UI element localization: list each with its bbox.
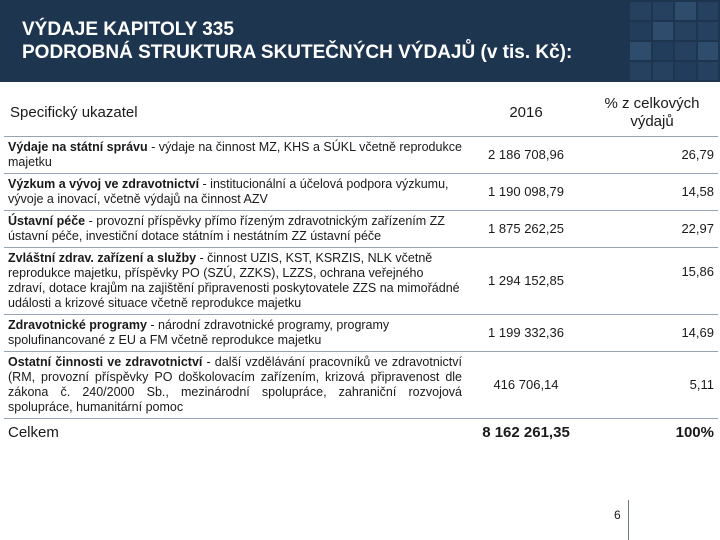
row-detail: - výdaje na činnost MZ, KHS a SÚKL včetně reprodukce majetku [8,139,462,169]
table-row [4,351,718,418]
row-detail: - další vzdělávání pracovníků ve zdravotnictví (RM, provozní příspěvky PO doškolovacím zařízením, krizová připravenost dle zákona č. 240/2000 Sb., mezinárodní spolupráce, zahraniční rozvojová spolupráce, humanitární pomoc [8,354,462,414]
footer-divider [628,500,629,540]
column-header-year: 2016 [509,104,543,122]
table-row [4,247,718,314]
row-description [4,247,466,314]
row-detail: - institucionální a účelová podpora výzkumu, vývoje a inovací, včetně výdajů na činnost AZV [8,176,449,206]
row-value: 1 190 098,79 [488,184,564,199]
row-share: 14,69 [681,325,714,340]
row-description [4,314,466,351]
row-name: Zdravotnické programy [8,317,147,332]
total-share: 100% [675,423,714,441]
title-line-1: VÝDAJE KAPITOLY 335 [22,19,234,40]
row-value: 1 294 152,85 [488,273,564,288]
row-detail: - provozní příspěvky přímo řízeným zdravotnickým zařízením ZZ ústavní péče, investiční dotace státním i nestátním ZZ ústavní péče [8,213,445,243]
total-value: 8 162 261,35 [482,423,570,441]
column-header-indicator: Specifický ukazatel [10,104,138,122]
row-value: 1 199 332,36 [488,325,564,340]
table-row [4,210,718,247]
header-banner [0,0,720,82]
row-description [4,210,466,247]
row-value: 1 875 262,25 [488,221,564,236]
title-line-2: PODROBNÁ STRUKTURA SKUTEČNÝCH VÝDAJŮ (v tis. Kč): [22,42,573,63]
table-row [4,173,718,210]
row-name: Ústavní péče [8,213,86,228]
column-header-share: % z celkových výdajů [604,94,700,130]
page-title [22,18,642,64]
row-share: 22,97 [681,221,714,236]
row-description [4,351,466,418]
expenditure-table [4,90,718,444]
table-header-row [4,90,718,136]
row-description [4,173,466,210]
row-name: Ostatní činnosti ve zdravotnictví [8,354,203,369]
row-name: Zvláštní zdrav. zařízení a služby [8,250,197,265]
row-share: 14,58 [681,184,714,199]
row-name: Výzkum a vývoj ve zdravotnictví [8,176,200,191]
row-share: 26,79 [681,147,714,162]
row-value: 2 186 708,96 [488,147,564,162]
row-value: 416 706,14 [493,377,559,392]
row-description [4,136,466,173]
row-detail: - národní zdravotnické programy, programy spolufinancované z EU a FM včetně reprodukce majetku [8,317,390,347]
row-share: 5,11 [689,377,714,392]
row-share: 15,86 [681,263,714,279]
total-label: Celkem [8,423,59,441]
table-row [4,136,718,173]
page-number: 6 [614,508,621,522]
row-name: Výdaje na státní správu [8,139,148,154]
row-detail: - činnost UZIS, KST, KSRZIS, NLK včetně reprodukce majetku, příspěvky PO (SZÚ, ZZKS), LZZS, ochrana veřejného zdraví, dotace krajům na zajištění připravenosti poskytovatele ZZS na mimořádné události a krizové situace včetně reprodukce majetku [8,250,460,310]
table-total-row [4,418,718,444]
table-row [4,314,718,351]
